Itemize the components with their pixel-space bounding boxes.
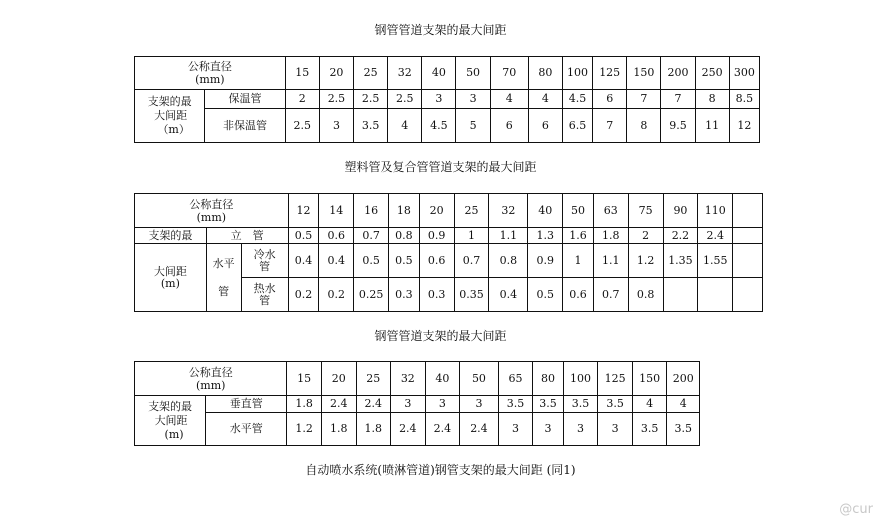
value-cell: 2.2 [663, 228, 698, 244]
value-cell: 4 [632, 396, 667, 413]
value-cell: 0.7 [593, 278, 628, 312]
diameter-cell: 100 [563, 362, 598, 396]
diameter-cell: 90 [663, 194, 698, 228]
diameter-cell: 15 [285, 57, 319, 90]
value-cell: 0.7 [354, 228, 389, 244]
value-cell: 8 [695, 90, 729, 109]
value-cell: 0.2 [288, 278, 319, 312]
value-cell: 8 [627, 109, 661, 143]
value-cell: 2.4 [321, 396, 356, 413]
value-cell: 2.4 [391, 413, 426, 446]
value-cell: 1.6 [563, 228, 594, 244]
value-cell: 2.4 [356, 396, 391, 413]
support-spacing-label-top: 支架的最 [135, 228, 207, 244]
value-cell [663, 278, 698, 312]
value-cell: 6.5 [562, 109, 592, 143]
diameter-cell [733, 194, 763, 228]
value-cell: 3 [598, 413, 633, 446]
value-cell: 7 [627, 90, 661, 109]
value-cell: 0.8 [389, 228, 420, 244]
value-cell: 7 [593, 109, 627, 143]
plastic-pipe-support-table [134, 193, 763, 312]
title-sprinkler-pipe: 自动喷水系统(喷淋管道)钢管支架的最大间距 (同1) [305, 463, 576, 477]
diameter-cell: 25 [354, 57, 388, 90]
vertical-pipe-label: 垂直管 [206, 396, 287, 413]
value-cell: 0.7 [454, 244, 489, 278]
value-cell: 1.8 [287, 396, 322, 413]
value-cell: 1.8 [593, 228, 628, 244]
value-cell: 4.5 [422, 109, 456, 143]
nominal-diameter-header: 公称直径 (mm) [135, 57, 286, 90]
diameter-cell: 200 [667, 362, 700, 396]
value-cell: 3 [498, 413, 533, 446]
value-cell: 11 [695, 109, 729, 143]
non-insulated-pipe-label: 非保温管 [205, 109, 285, 143]
value-cell: 3.5 [667, 413, 700, 446]
value-cell: 0.5 [354, 244, 389, 278]
diameter-cell: 20 [319, 57, 353, 90]
diameter-cell: 300 [729, 57, 759, 90]
value-cell: 5 [456, 109, 490, 143]
value-cell: 0.25 [354, 278, 389, 312]
diameter-cell: 200 [661, 57, 695, 90]
diameter-cell: 80 [528, 57, 562, 90]
title-plastic-pipe: 塑料管及复合管管道支架的最大间距 [344, 160, 537, 174]
value-cell [733, 228, 763, 244]
support-spacing-label: 大间距 (m) [135, 244, 207, 312]
value-cell: 3.5 [354, 109, 388, 143]
value-cell [733, 278, 763, 312]
diameter-cell: 25 [356, 362, 391, 396]
horizontal-pipe-label: 水平管 [206, 413, 287, 446]
diameter-cell: 40 [422, 57, 456, 90]
diameter-cell: 12 [288, 194, 319, 228]
value-cell: 4 [388, 109, 422, 143]
diameter-cell: 50 [563, 194, 594, 228]
diameter-cell: 18 [389, 194, 420, 228]
diameter-cell: 32 [388, 57, 422, 90]
diameter-cell: 32 [391, 362, 426, 396]
diameter-cell: 150 [632, 362, 667, 396]
value-cell: 0.4 [489, 278, 528, 312]
diameter-cell: 25 [454, 194, 489, 228]
diameter-cell: 40 [425, 362, 460, 396]
value-cell: 0.5 [389, 244, 420, 278]
steel-pipe-support-table-2 [134, 361, 700, 446]
value-cell: 6 [593, 90, 627, 109]
value-cell: 3 [533, 413, 563, 446]
value-cell [698, 278, 733, 312]
support-spacing-label: 支架的最 大间距 （m） [135, 90, 205, 143]
value-cell: 0.5 [528, 278, 563, 312]
value-cell: 3 [456, 90, 490, 109]
value-cell: 0.3 [389, 278, 420, 312]
value-cell: 0.3 [419, 278, 454, 312]
diameter-cell: 70 [490, 57, 528, 90]
support-spacing-label: 支架的最 大间距 (m) [135, 396, 206, 446]
value-cell: 0.5 [288, 228, 319, 244]
value-cell: 9.5 [661, 109, 695, 143]
diameter-cell: 125 [598, 362, 633, 396]
value-cell: 1.55 [698, 244, 733, 278]
title-steel-pipe-1: 钢管管道支架的最大间距 [374, 23, 507, 37]
value-cell: 4 [528, 90, 562, 109]
diameter-cell: 15 [287, 362, 322, 396]
value-cell: 0.4 [288, 244, 319, 278]
value-cell: 2.5 [388, 90, 422, 109]
diameter-cell: 80 [533, 362, 563, 396]
value-cell: 0.8 [628, 278, 663, 312]
nominal-diameter-header: 公称直径 (mm) [135, 194, 289, 228]
diameter-cell: 65 [498, 362, 533, 396]
value-cell: 3.5 [598, 396, 633, 413]
vertical-pipe-label: 立 管 [206, 228, 288, 244]
diameter-cell: 250 [695, 57, 729, 90]
title-steel-pipe-2: 钢管管道支架的最大间距 [374, 329, 507, 343]
value-cell: 0.9 [528, 244, 563, 278]
diameter-cell: 20 [419, 194, 454, 228]
cold-water-pipe-label: 冷水 管 [241, 244, 288, 278]
watermark-text: @cur [839, 502, 873, 517]
value-cell: 6 [490, 109, 528, 143]
value-cell: 3.5 [632, 413, 667, 446]
value-cell: 1.35 [663, 244, 698, 278]
value-cell: 1.8 [356, 413, 391, 446]
value-cell [733, 244, 763, 278]
diameter-cell: 14 [319, 194, 354, 228]
value-cell: 3.5 [533, 396, 563, 413]
value-cell: 1.2 [628, 244, 663, 278]
value-cell: 2.4 [460, 413, 499, 446]
value-cell: 3 [563, 413, 598, 446]
value-cell: 4 [490, 90, 528, 109]
value-cell: 1.1 [489, 228, 528, 244]
value-cell: 0.35 [454, 278, 489, 312]
steel-pipe-support-table [134, 56, 760, 143]
value-cell: 7 [661, 90, 695, 109]
value-cell: 0.6 [419, 244, 454, 278]
value-cell: 1 [454, 228, 489, 244]
value-cell: 3.5 [563, 396, 598, 413]
diameter-cell: 50 [460, 362, 499, 396]
value-cell: 2.5 [354, 90, 388, 109]
insulated-pipe-label: 保温管 [205, 90, 285, 109]
value-cell: 2.5 [285, 109, 319, 143]
value-cell: 2.4 [698, 228, 733, 244]
value-cell: 4.5 [562, 90, 592, 109]
value-cell: 8.5 [729, 90, 759, 109]
value-cell: 0.2 [319, 278, 354, 312]
diameter-cell: 16 [354, 194, 389, 228]
diameter-cell: 32 [489, 194, 528, 228]
value-cell: 3.5 [498, 396, 533, 413]
diameter-cell: 50 [456, 57, 490, 90]
diameter-cell: 40 [528, 194, 563, 228]
diameter-cell: 150 [627, 57, 661, 90]
diameter-cell: 75 [628, 194, 663, 228]
value-cell: 3 [460, 396, 499, 413]
nominal-diameter-header: 公称直径 (mm) [135, 362, 287, 396]
value-cell: 2 [285, 90, 319, 109]
value-cell: 3 [422, 90, 456, 109]
value-cell: 4 [667, 396, 700, 413]
value-cell: 0.8 [489, 244, 528, 278]
horizontal-pipe-label: 水平 管 [206, 244, 241, 312]
value-cell: 1.2 [287, 413, 322, 446]
value-cell: 3 [391, 396, 426, 413]
diameter-cell: 110 [698, 194, 733, 228]
diameter-cell: 100 [562, 57, 592, 90]
value-cell: 0.4 [319, 244, 354, 278]
value-cell: 3 [319, 109, 353, 143]
value-cell: 0.6 [563, 278, 594, 312]
value-cell: 1 [563, 244, 594, 278]
value-cell: 2.4 [425, 413, 460, 446]
value-cell: 0.6 [319, 228, 354, 244]
value-cell: 3 [425, 396, 460, 413]
value-cell: 2 [628, 228, 663, 244]
value-cell: 0.9 [419, 228, 454, 244]
value-cell: 1.8 [321, 413, 356, 446]
diameter-cell: 63 [593, 194, 628, 228]
diameter-cell: 20 [321, 362, 356, 396]
value-cell: 1.1 [593, 244, 628, 278]
diameter-cell: 125 [593, 57, 627, 90]
hot-water-pipe-label: 热水 管 [241, 278, 288, 312]
value-cell: 1.3 [528, 228, 563, 244]
value-cell: 6 [528, 109, 562, 143]
value-cell: 12 [729, 109, 759, 143]
value-cell: 2.5 [319, 90, 353, 109]
